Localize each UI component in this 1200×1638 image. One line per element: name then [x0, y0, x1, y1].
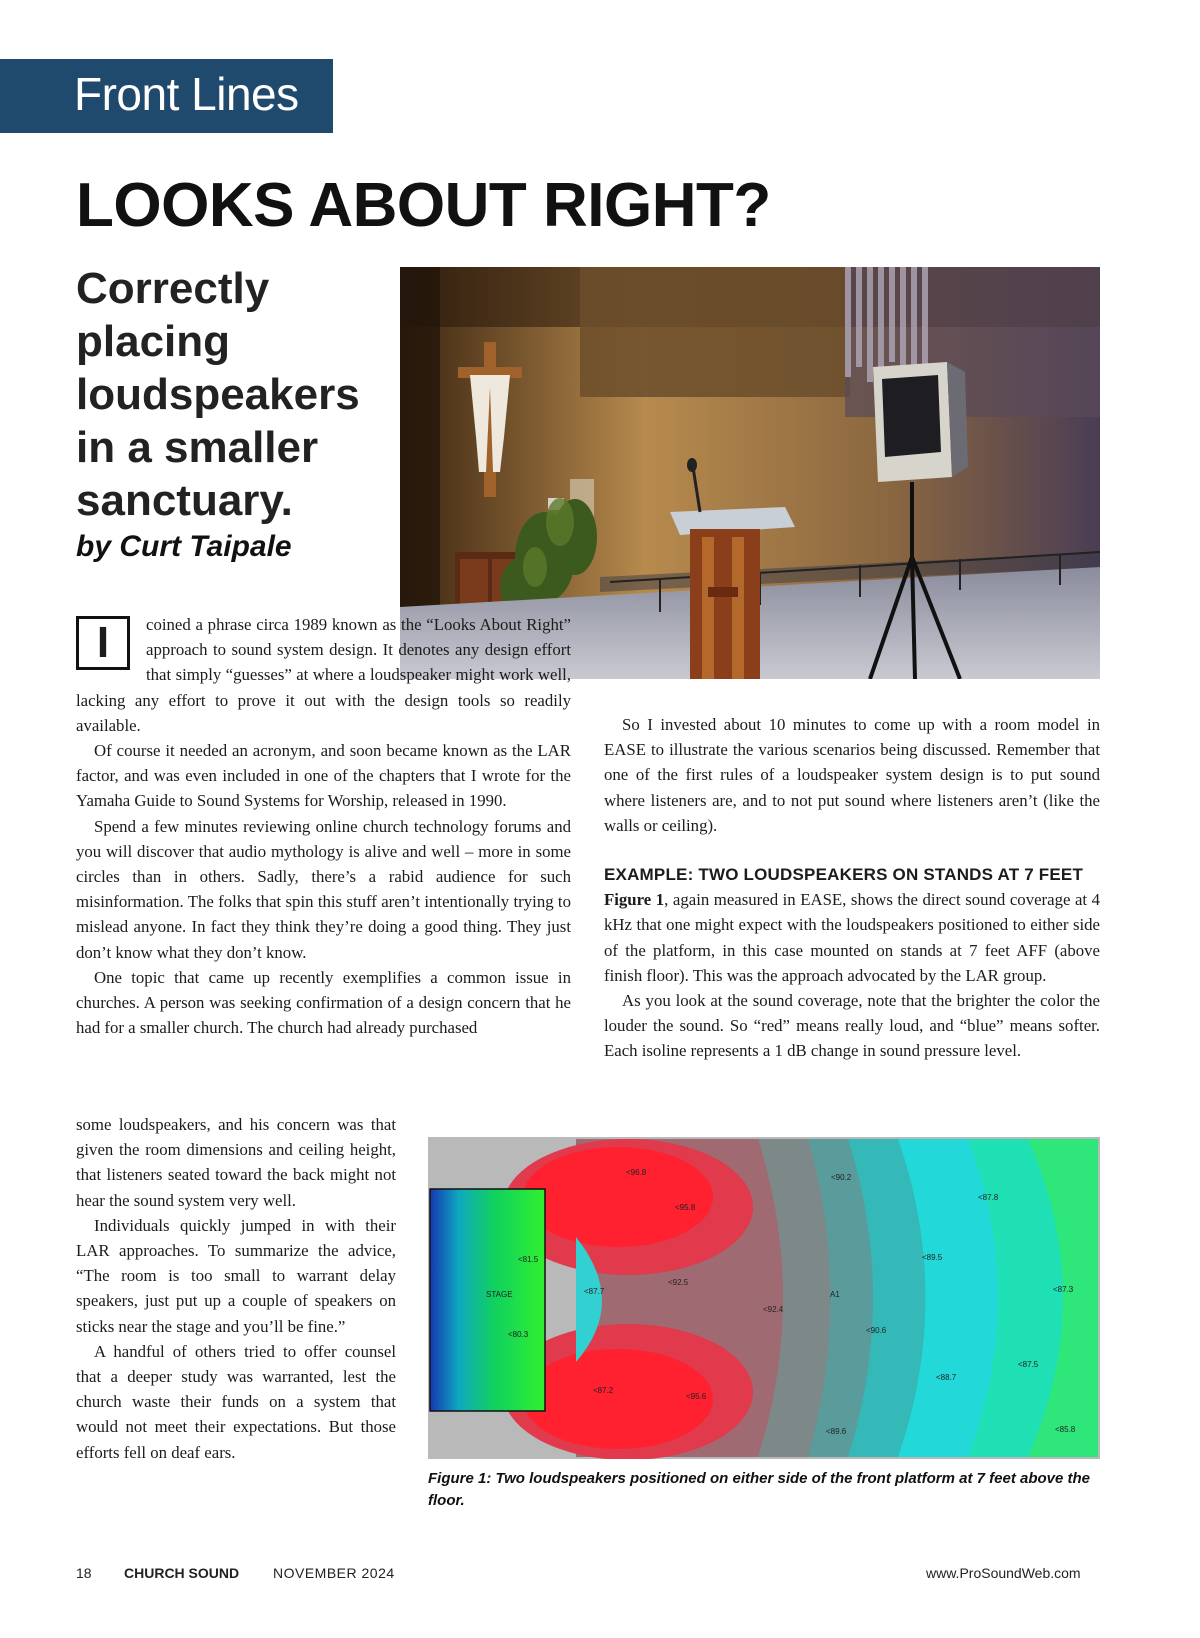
section-label: Front Lines — [74, 68, 299, 120]
headline: LOOKS ABOUT RIGHT? — [76, 171, 771, 240]
isoline-label: <87.3 — [1053, 1285, 1074, 1294]
drop-cap: I — [76, 616, 130, 670]
magazine-name: CHURCH SOUND — [124, 1565, 240, 1581]
article-column-1 — [76, 612, 571, 1040]
paragraph: One topic that came up recently exemplifies a common issue in churches. A person was seeking confirmation of a design concern that he had for a smaller church. The church had already purchased — [76, 967, 571, 1038]
paragraph: Individuals quickly jumped in with their LAR approaches. To summarize the advice, “The room is too small to warrant delay speakers, just put up a couple of speakers on sticks near the stage and you’ll be fine.” — [76, 1215, 396, 1336]
subhead: EXAMPLE: TWO LOUDSPEAKERS ON STANDS AT 7 FEET — [604, 865, 1084, 885]
isoline-label: <87.7 — [584, 1287, 605, 1296]
paragraph: some loudspeakers, and his concern was that given the room dimensions and ceiling height, that listeners seated toward the back might not hear the sound system very well. — [76, 1115, 396, 1210]
figure-caption: Figure 1: Two loudspeakers positioned on either side of the front platform at 7 feet above the floor. — [428, 1470, 1091, 1509]
paragraph: As you look at the sound coverage, note that the brighter the color the louder the sound. So “red” means really loud, and “blue” means softer. Each isoline represents a 1 dB change in sound pressure level. — [604, 991, 1100, 1061]
isoline-label: <87.2 — [593, 1386, 614, 1395]
isoline-label: <89.6 — [826, 1427, 847, 1436]
isoline-label: <95.6 — [686, 1392, 707, 1401]
isoline-label: <88.7 — [936, 1373, 957, 1382]
isoline-label: <95.8 — [675, 1203, 696, 1212]
isoline-label: <87.5 — [1018, 1360, 1039, 1369]
article-column-1-continued — [76, 1112, 396, 1465]
byline: by Curt Taipale — [76, 530, 292, 563]
isoline-label: <96.8 — [626, 1168, 647, 1177]
section-tab — [0, 59, 333, 133]
issue-date: NOVEMBER 2024 — [273, 1565, 395, 1581]
coverage-map-figure — [428, 1137, 1100, 1459]
isoline-label: <90.2 — [831, 1173, 852, 1182]
page-number: 18 — [76, 1565, 92, 1581]
paragraph: coined a phrase circa 1989 known as the “Looks About Right” approach to sound system design. It denotes any design effort that simply “guesses” at where a loudspeaker might work well, lacking any effort to prove it out with the design tools so readily available. — [76, 615, 571, 735]
isoline-label: <80.3 — [508, 1330, 529, 1339]
paragraph-text: , again measured in EASE, shows the direct sound coverage at 4 kHz that one might expect with the loudspeakers positioned to either side of the platform, in this case mounted on stands at 7 feet AFF (above finish floor). This was the approach advocated by the LAR group. — [604, 890, 1100, 985]
isoline-label: <90.6 — [866, 1326, 887, 1335]
isoline-label: <89.5 — [922, 1253, 943, 1262]
paragraph: So I invested about 10 minutes to come up with a room model in EASE to illustrate the various scenarios being discussed. Remember that one of the first rules of a loudspeaker system design is to put sound where listeners are, and to not put sound where listeners aren’t (like the walls or ceiling). — [604, 715, 1100, 835]
listener-label: A1 — [830, 1290, 840, 1299]
stage-label: STAGE — [486, 1290, 513, 1299]
isoline-label: <81.5 — [518, 1255, 539, 1264]
website-url: www.ProSoundWeb.com — [926, 1565, 1081, 1581]
isoline-label: <87.8 — [978, 1193, 999, 1202]
isoline-label: <92.5 — [668, 1278, 689, 1287]
paragraph: Spend a few minutes reviewing online church technology forums and you will discover that audio mythology is alive and well – more in some circles than in others. Sadly, there’s a rabid audience for such misinformation. The folks that spin this stuff aren’t intentionally trying to mislead anyone. In fact they think they’re doing a good thing. They just don’t know what they don’t know. — [76, 816, 571, 962]
deck: Correctly placing loudspeakers in a smaller sanctuary. — [76, 264, 360, 525]
paragraph: Of course it needed an acronym, and soon became known as the LAR factor, and was even included in one of the chapters that I wrote for the Yamaha Guide to Sound Systems for Worship, released in 1990. — [76, 741, 571, 811]
article-column-2 — [604, 712, 1100, 1064]
figure-reference: Figure 1 — [604, 890, 665, 910]
paragraph — [604, 887, 1100, 988]
paragraph: A handful of others tried to offer counsel that a deeper study was warranted, lest the church waste their funds on a system that would not meet their expectations. But those efforts fell on deaf ears. — [76, 1341, 396, 1462]
isoline-label: <85.8 — [1055, 1425, 1076, 1434]
isoline-label: <92.4 — [763, 1305, 784, 1314]
